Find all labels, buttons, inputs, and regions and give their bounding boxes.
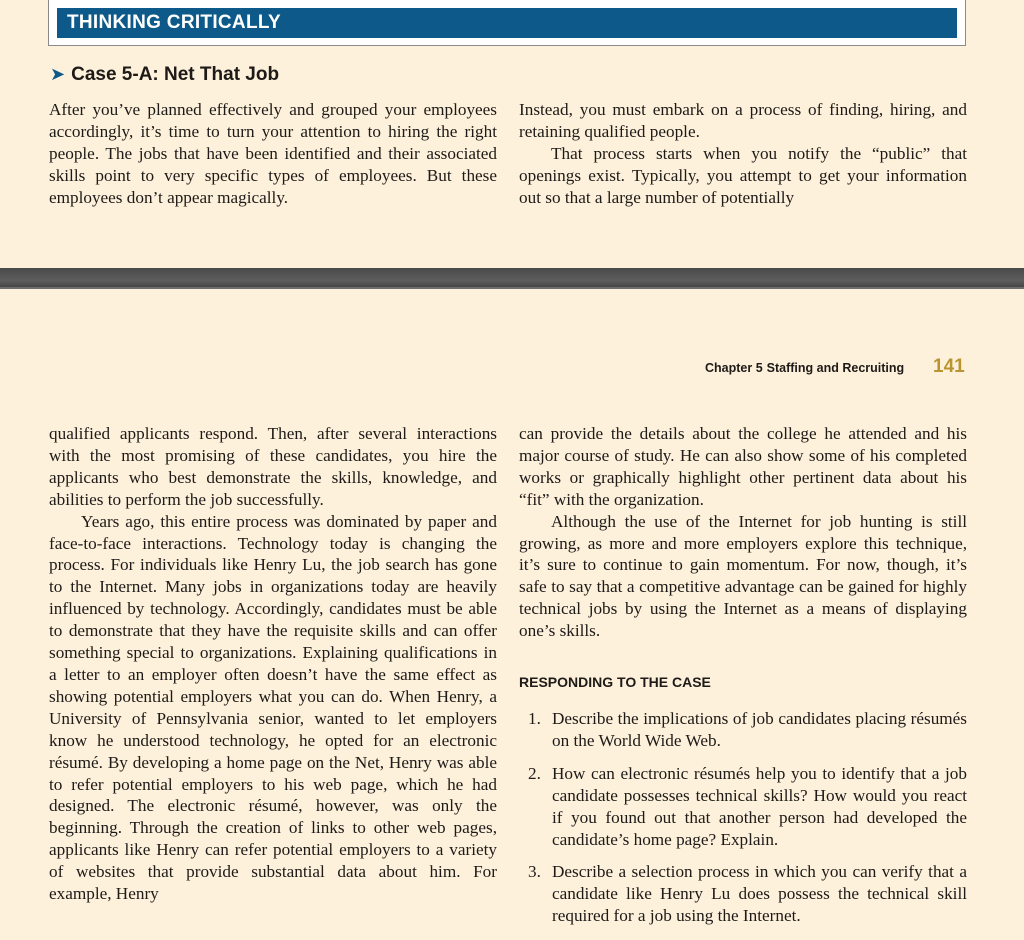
case-title-text: Case 5-A: Net That Job	[71, 64, 280, 85]
responding-heading: RESPONDING TO THE CASE	[519, 674, 711, 691]
paragraph: That process starts when you notify the “public” that openings exist. Typically, you attempt to get your information out so that a large number of potentially	[519, 143, 967, 207]
bottom-right-column	[519, 423, 967, 938]
questions-list	[519, 708, 967, 927]
question-text: How can electronic résumés help you to identify that a job candidate possesses technical skills? How would you react if you found out that another person had developed the candidate’s home page? Explain.	[552, 763, 967, 849]
arrow-right-icon: ➤	[50, 64, 66, 84]
paragraph: After you’ve planned effectively and grouped your employees accordingly, it’s time to turn your attention to hiring the right people. The jobs that have been identified and their associated skills point to very specific types of employees. But these employees don’t appear magically.	[49, 100, 497, 207]
question-number: 1.	[528, 708, 541, 728]
paragraph: can provide the details about the college he attended and his major course of study. He can also show some of his completed works or graphically highlight other pertinent data about his “fit” with the organization.	[519, 424, 967, 509]
chapter-label: Chapter 5	[705, 361, 763, 375]
paragraph: Instead, you must embark on a process of finding, hiring, and retaining qualified people.	[519, 100, 967, 141]
chapter-title: Staffing and Recruiting	[766, 361, 905, 375]
question-item	[519, 861, 967, 927]
paragraph: Years ago, this entire process was dominated by paper and face-to-face interactions. Technology today is changing the process. For individuals like Henry Lu, the job search has gone to the Internet. Many jobs in organizations today are heavily influenced by technology. Accordingly, candidates must be able to demonstrate that they have the requisite skills and can offer something special to organizations. Explaining qualifications in a letter to an employer often doesn’t have the same effect as showing potential employers what you can do. When Henry, a University of Pennsylvania senior, wanted to let employers know he understood technology, he opted for an electronic résumé. By developing a home page on the Net, Henry was able to refer potential employers to his web page, which he had designed. The electronic résumé, however, was only the beginning. Through the creation of links to other web pages, applicants like Henry can refer potential employers to a variety of websites that provide substantial data about him. For example, Henry	[49, 511, 497, 904]
page-divider	[0, 268, 1024, 289]
case-title	[50, 64, 279, 86]
banner-frame	[48, 0, 966, 46]
page-top	[0, 0, 1024, 268]
question-text: Describe the implications of job candidates placing résumés on the World Wide Web.	[552, 708, 967, 750]
banner-title: THINKING CRITICALLY	[67, 12, 281, 33]
question-number: 2.	[528, 763, 541, 783]
thinking-critically-banner	[57, 8, 957, 38]
top-right-column	[519, 99, 967, 209]
question-number: 3.	[528, 862, 541, 882]
page-number: 141	[933, 356, 965, 377]
paragraph: qualified applicants respond. Then, after several interactions with the most promising of these candidates, you hire the applicants who best demonstrate the skills, knowledge, and abilities to perform the job successfully.	[49, 424, 497, 509]
question-item	[519, 763, 967, 851]
paragraph: Although the use of the Internet for job hunting is still growing, as more and more employers explore this technique, it’s sure to continue to gain momentum. For now, though, it’s safe to say that a competitive advantage can be gained for highly technical jobs by using the Internet as a means of displaying one’s skills.	[519, 511, 967, 641]
bottom-left-column	[49, 423, 497, 905]
question-item	[519, 708, 967, 752]
top-left-column	[49, 99, 497, 209]
running-head	[705, 361, 904, 375]
question-text: Describe a selection process in which you can verify that a candidate like Henry Lu does possess the technical skill required for a job using the Internet.	[552, 862, 967, 926]
